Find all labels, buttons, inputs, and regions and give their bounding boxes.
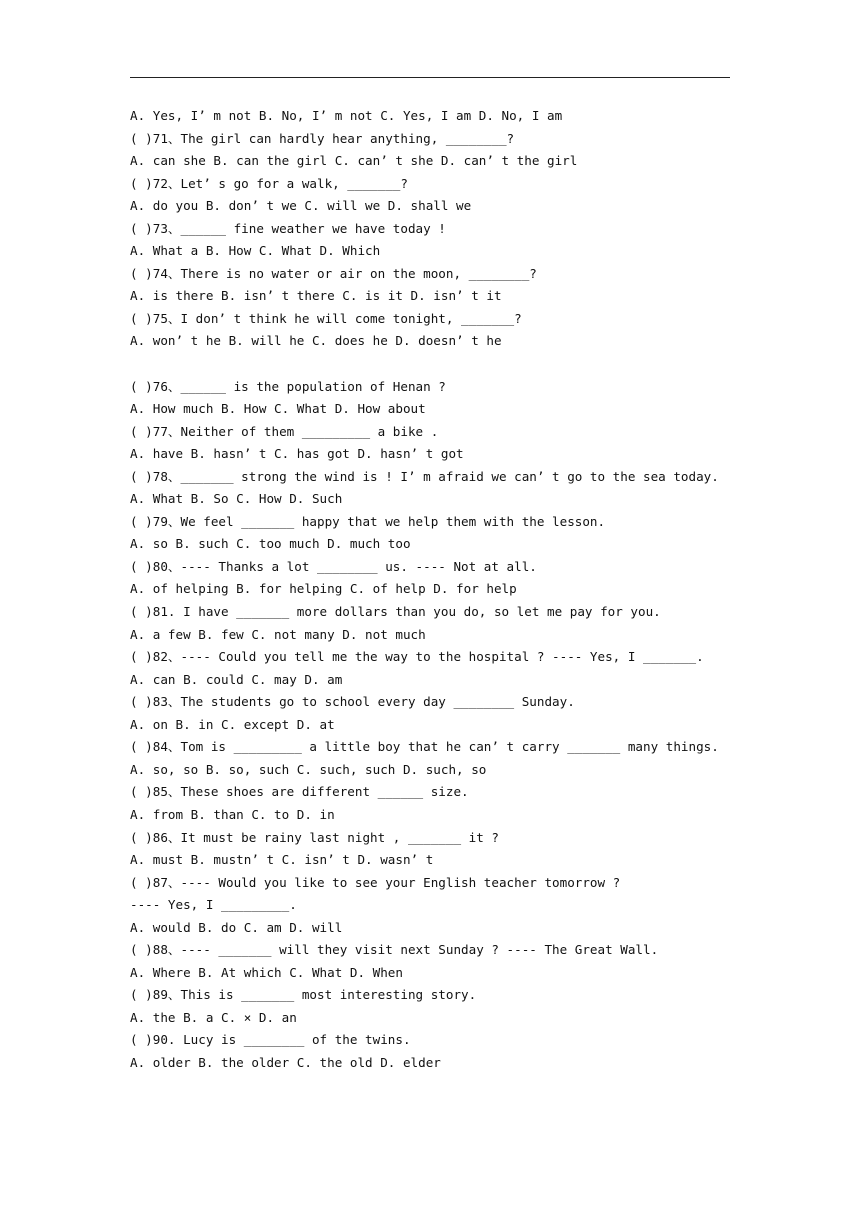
options-71: A. can she B. can the girl C. can’ t she D. can’ t the girl <box>130 153 578 169</box>
question-72: ( )72、Let’ s go for a walk, _______? <box>130 175 408 191</box>
options-90: A. older B. the older C. the old D. elder <box>130 1054 441 1070</box>
options-74: A. is there B. isn’ t there C. is it D. isn’ t it <box>130 288 502 304</box>
options-82: A. can B. could C. may D. am <box>130 671 343 687</box>
question-86: ( )86、It must be rainy last night , _______ it ? <box>130 829 499 845</box>
question-76: ( )76、______ is the population of Henan ? <box>130 378 446 394</box>
options-87: A. would B. do C. am D. will <box>130 919 343 935</box>
options-78: A. What B. So C. How D. Such <box>130 491 343 507</box>
text-line: A. Yes, I’ m not B. No, I’ m not C. Yes, I am D. No, I am <box>130 108 563 123</box>
question-83: ( )83、The students go to school every day ________ Sunday. <box>130 694 575 710</box>
question-89: ( )89、This is _______ most interesting story. <box>130 987 477 1003</box>
question-71: ( )71、The girl can hardly hear anything, ________? <box>130 130 515 146</box>
question-90: ( )90. Lucy is ________ of the twins. <box>130 1032 411 1048</box>
question-88: ( )88、---- _______ will they visit next Sunday ? ---- The Great Wall. <box>130 942 659 958</box>
options-76: A. How much B. How C. What D. How about <box>130 401 426 417</box>
options-81: A. a few B. few C. not many D. not much <box>130 626 426 642</box>
question-87-continued: ---- Yes, I _________. <box>130 897 297 913</box>
question-79: ( )79、We feel _______ happy that we help them with the lesson. <box>130 513 606 529</box>
question-82: ( )82、---- Could you tell me the way to the hospital ? ---- Yes, I _______. <box>130 649 704 665</box>
question-77: ( )77、Neither of them _________ a bike . <box>130 423 439 439</box>
options-75: A. won’ t he B. will he C. does he D. doesn’ t he <box>130 333 502 349</box>
question-73: ( )73、______ fine weather we have today ! <box>130 220 446 236</box>
question-85: ( )85、These shoes are different ______ size. <box>130 784 469 800</box>
question-81: ( )81. I have _______ more dollars than you do, so let me pay for you. <box>130 604 661 620</box>
options-88: A. Where B. At which C. What D. When <box>130 964 403 980</box>
question-84: ( )84、Tom is _________ a little boy that he can’ t carry _______ many things. <box>130 739 719 755</box>
question-78: ( )78、_______ strong the wind is ! I’ m afraid we can’ t go to the sea today. <box>130 468 719 484</box>
document-body <box>130 105 750 1075</box>
options-80: A. of helping B. for helping C. of help D. for help <box>130 581 517 597</box>
options-85: A. from B. than C. to D. in <box>130 806 335 822</box>
options-72: A. do you B. don’ t we C. will we D. shall we <box>130 198 472 214</box>
options-86: A. must B. mustn’ t C. isn’ t D. wasn’ t <box>130 852 434 868</box>
options-73: A. What a B. How C. What D. Which <box>130 243 381 259</box>
options-77: A. have B. hasn’ t C. has got D. hasn’ t got <box>130 446 464 462</box>
question-75: ( )75、I don’ t think he will come tonight, _______? <box>130 310 522 326</box>
options-79: A. so B. such C. too much D. much too <box>130 536 411 552</box>
blank-line <box>130 353 750 376</box>
question-74: ( )74、There is no water or air on the moon, ________? <box>130 265 537 281</box>
question-80: ( )80、---- Thanks a lot ________ us. ---- Not at all. <box>130 558 537 574</box>
options-84: A. so, so B. so, such C. such, such D. such, so <box>130 761 487 777</box>
options-83: A. on B. in C. except D. at <box>130 716 335 732</box>
question-87: ( )87、---- Would you like to see your English teacher tomorrow ? <box>130 874 621 890</box>
header-rule <box>130 77 730 78</box>
options-89: A. the B. a C. × D. an <box>130 1009 297 1025</box>
